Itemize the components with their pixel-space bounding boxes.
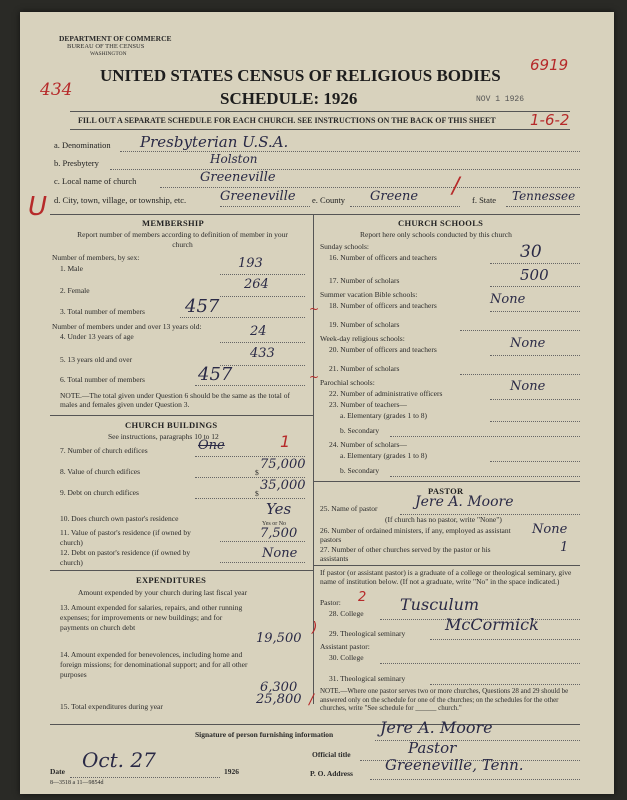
q22-label: 22. Number of administrative officers: [329, 389, 443, 398]
signature-value: Jere A. Moore: [380, 718, 493, 737]
church-name-value: Greeneville: [200, 170, 276, 185]
red-tick-mark: ~: [309, 370, 320, 384]
q10-value: Yes: [266, 500, 292, 518]
by-sex-label: Number of members, by sex:: [52, 253, 140, 262]
buildings-title: CHURCH BUILDINGS: [125, 420, 218, 430]
q18-value: None: [490, 292, 526, 307]
q3-label: 3. Total number of members: [60, 307, 145, 316]
q24b-label: b. Secondary: [340, 466, 380, 475]
q1-label: 1. Male: [60, 264, 83, 273]
denomination-label: a. Denomination: [54, 140, 111, 150]
county-label: e. County: [312, 195, 346, 205]
q15-value: 25,800: [256, 692, 302, 707]
form-title: UNITED STATES CENSUS OF RELIGIOUS BODIES: [100, 66, 501, 85]
schools-intro: Report here only schools conducted by this church: [360, 230, 512, 239]
q1-value: 193: [238, 256, 263, 271]
presbytery-value: Holston: [210, 152, 258, 166]
q23a-label: a. Elementary (grades 1 to 8): [340, 411, 428, 420]
q13-value: 19,500: [256, 631, 302, 646]
church-name-label: c. Local name of church: [54, 176, 137, 186]
date-year: 1926: [224, 767, 239, 776]
q10-label: 10. Does church own pastor's residence: [60, 514, 179, 523]
q5-label: 5. 13 years old and over: [60, 355, 133, 364]
q26-label: 26. Number of ordained ministers, if any, employed as assistant pastors: [320, 526, 511, 544]
q28-value: Tusculum: [400, 595, 480, 614]
address-label: P. O. Address: [310, 769, 353, 778]
red-tick-mark: /: [309, 692, 314, 708]
q16-value: 30: [520, 242, 542, 262]
red-tick-mark: ): [312, 620, 318, 636]
q3-value: 457: [185, 296, 220, 317]
dollar-sign: $: [255, 468, 259, 477]
red-code: 1-6-2: [530, 111, 570, 129]
buildings-see: See instructions, paragraphs 10 to 12: [108, 432, 219, 441]
bureau-label: BUREAU OF THE CENSUS: [67, 43, 145, 50]
q29-label: 29. Theological seminary: [329, 629, 406, 638]
hand-number: 434: [40, 80, 73, 100]
q12-value: None: [262, 546, 298, 561]
form-number: 8—3518 a 11—9854d: [50, 780, 104, 786]
q23-label: 23. Number of teachers—: [329, 400, 407, 409]
red-number: 6919: [530, 56, 569, 74]
parochial-label: Parochial schools:: [320, 378, 375, 387]
q11-value: 7,500: [260, 526, 298, 541]
city-label: WASHINGTON: [90, 51, 127, 57]
q7-red-value: 1: [280, 432, 291, 451]
q17-label: 17. Number of scholars: [329, 276, 400, 285]
q21-label: 21. Number of scholars: [329, 364, 400, 373]
q5-value: 433: [250, 346, 275, 361]
q6-label: 6. Total number of members: [60, 375, 145, 384]
signature-label: Signature of person furnishing information: [195, 730, 334, 739]
q16-label: 16. Number of officers and teachers: [329, 253, 437, 262]
membership-title: MEMBERSHIP: [142, 218, 205, 228]
grad-note: If pastor (or assistant pastor) is a graduate of a college or theological seminary, give name of institution below. (If not a graduate, write "No" in the space indicated.): [320, 568, 572, 586]
q27-label: 27. Number of other churches served by the pastor or his assistants: [320, 545, 491, 563]
q7-value: One: [198, 438, 225, 453]
weekday-label: Week-day religious schools:: [320, 334, 405, 343]
received-stamp: NOV 1 1926: [476, 95, 525, 104]
official-title-value: Pastor: [408, 739, 457, 757]
sunday-label: Sunday schools:: [320, 242, 369, 251]
denomination-value: Presbyterian U.S.A.: [140, 133, 289, 151]
q20-value: None: [510, 336, 546, 351]
asst-label: Assistant pastor:: [320, 642, 370, 651]
q31-label: 31. Theological seminary: [329, 674, 406, 683]
q15-label: 15. Total expenditures during year: [60, 702, 163, 711]
q8-value: 75,000: [260, 457, 306, 472]
q22-value: None: [510, 379, 546, 394]
q13-label: 13. Amount expended for salaries, repairs, and other running expenses; for improvements or new buildings; and for payments on church debt: [60, 603, 243, 632]
expenditures-title: EXPENDITURES: [136, 575, 207, 585]
q25-value: Jere A. Moore: [415, 494, 514, 510]
address-value: Greeneville, Tenn.: [385, 756, 524, 774]
q23b-label: b. Secondary: [340, 426, 380, 435]
official-title-label: Official title: [312, 750, 351, 759]
pastor-note: NOTE.—Where one pastor serves two or more churches, Questions 28 and 29 should be answered only on the schedule for one of the churches; on the schedules for the other churches, write "See schedule for ______ church.": [320, 687, 569, 712]
q2-value: 264: [244, 277, 269, 292]
expenditures-intro: Amount expended by your church during last fiscal year: [78, 588, 248, 597]
q6-value: 457: [198, 364, 233, 385]
city-field-label: d. City, town, village, or township, etc.: [54, 195, 187, 205]
dollar-sign: $: [255, 489, 259, 498]
county-value: Greene: [370, 189, 419, 204]
red-mark-2: 2: [358, 590, 367, 605]
q24-label: 24. Number of scholars—: [329, 440, 407, 449]
schools-title: CHURCH SCHOOLS: [398, 218, 484, 228]
presbytery-label: b. Presbytery: [54, 158, 99, 168]
state-value: Tennessee: [512, 189, 576, 203]
pastor-title: PASTOR: [428, 486, 464, 496]
q4-value: 24: [250, 324, 267, 339]
q20-label: 20. Number of officers and teachers: [329, 345, 437, 354]
q14-value: 6,300: [260, 680, 298, 695]
q29-value: McCormick: [445, 615, 539, 634]
red-check-mark: /: [452, 174, 460, 199]
margin-mark: U: [28, 192, 48, 222]
q25-note: (If church has no pastor, write "None"): [385, 515, 502, 524]
date-label: Date: [50, 767, 65, 776]
instructions-line: FILL OUT A SEPARATE SCHEDULE FOR EACH CHURCH. SEE INSTRUCTIONS ON THE BACK OF THIS SHEET: [78, 116, 496, 125]
q28-label: 28. College: [329, 609, 364, 618]
membership-note: NOTE.—The total given under Question 6 should be the same as the total of males and females given under Question 3.: [60, 391, 290, 409]
q17-value: 500: [520, 266, 549, 284]
q30-label: 30. College: [329, 653, 364, 662]
membership-intro: Report number of members according to definition of member in your church: [77, 230, 288, 249]
pastor-sub-label: Pastor:: [320, 598, 341, 607]
q4-label: 4. Under 13 years of age: [60, 332, 134, 341]
q9-value: 35,000: [260, 478, 306, 493]
date-value: Oct. 27: [82, 748, 156, 772]
schedule-title: SCHEDULE: 1926: [220, 89, 358, 108]
q12-label: 12. Debt on pastor's residence (if owned by church): [60, 548, 191, 567]
q8-label: 8. Value of church edifices: [60, 467, 141, 476]
age-intro-label: Number of members under and over 13 years old:: [52, 322, 202, 331]
q19-label: 19. Number of scholars: [329, 320, 400, 329]
q26-value: None: [532, 522, 568, 537]
q14-label: 14. Amount expended for benevolences, including home and foreign missions; for denominational support; and for all other purposes: [60, 650, 248, 679]
red-tick-mark: ~: [309, 302, 320, 316]
q27-value: 1: [560, 540, 569, 555]
city-field-value: Greeneville: [220, 189, 296, 204]
q7-label: 7. Number of church edifices: [60, 446, 148, 455]
dept-label: DEPARTMENT OF COMMERCE: [59, 34, 172, 43]
yes-no-hint: Yes or No: [262, 521, 287, 527]
q24a-label: a. Elementary (grades 1 to 8): [340, 451, 428, 460]
vacation-label: Summer vacation Bible schools:: [320, 290, 418, 299]
q18-label: 18. Number of officers and teachers: [329, 301, 437, 310]
q2-label: 2. Female: [60, 286, 90, 295]
q25-label: 25. Name of pastor: [320, 504, 378, 513]
q9-label: 9. Debt on church edifices: [60, 488, 139, 497]
census-form-sheet: [20, 12, 614, 794]
state-label: f. State: [472, 195, 497, 205]
q11-label: 11. Value of pastor's residence (if owned by church): [60, 528, 191, 547]
